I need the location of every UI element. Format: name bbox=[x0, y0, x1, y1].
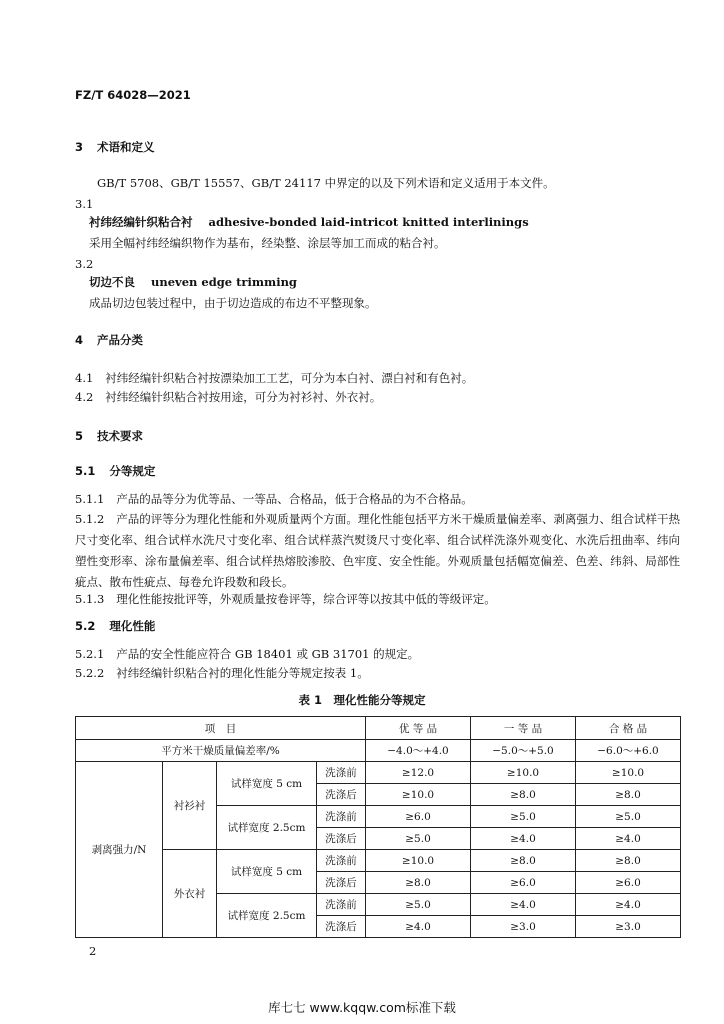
term-definition: 成品切边包装过程中，由于切边造成的布边不平整现象。 bbox=[89, 296, 377, 310]
cell-value: ≥8.0 bbox=[576, 784, 681, 806]
cell-value: ≥4.0 bbox=[366, 916, 471, 938]
header-grade-premium: 优 等 品 bbox=[366, 717, 471, 740]
clause-4-2 bbox=[75, 389, 381, 405]
cell-value: ≥5.0 bbox=[366, 894, 471, 916]
cell-value: ≥10.0 bbox=[366, 784, 471, 806]
page-number: 2 bbox=[89, 944, 97, 958]
cell-value: ≥10.0 bbox=[366, 850, 471, 872]
clause-text: 理化性能按批评等，外观质量按卷评等，综合评等以按其中低的等级评定。 bbox=[116, 592, 496, 606]
group-label: 衬衫衬 bbox=[163, 762, 217, 850]
wash-label: 洗涤前 bbox=[317, 850, 366, 872]
cell-value: ≥6.0 bbox=[366, 806, 471, 828]
clause-5-1-1 bbox=[75, 491, 473, 507]
standard-code: FZ/T 64028—2021 bbox=[75, 88, 191, 102]
section-title: 分等规定 bbox=[109, 464, 156, 478]
section-number: 5.1 bbox=[75, 464, 96, 478]
section-title: 技术要求 bbox=[97, 429, 144, 443]
group-label: 外衣衬 bbox=[163, 850, 217, 938]
cell-value: ≥5.0 bbox=[366, 828, 471, 850]
footer-watermark: 库七七 www.kqqw.com标准下载 bbox=[268, 1000, 456, 1015]
section-number: 3 bbox=[75, 140, 84, 154]
table-row bbox=[76, 740, 681, 762]
clause-text: 产品的安全性能应符合 GB 18401 或 GB 31701 的规定。 bbox=[116, 647, 420, 661]
clause-number: 5.1.2 bbox=[75, 512, 105, 526]
wash-label: 洗涤后 bbox=[317, 784, 366, 806]
cell-value: ≥8.0 bbox=[471, 850, 576, 872]
section-4-heading bbox=[75, 332, 143, 348]
section-title: 产品分类 bbox=[97, 333, 144, 347]
cell-value: ≥5.0 bbox=[576, 806, 681, 828]
term-definition: 采用全幅衬纬经编织物作为基布，经染整、涂层等加工而成的粘合衬。 bbox=[89, 236, 446, 250]
wash-label: 洗涤后 bbox=[317, 916, 366, 938]
term-heading bbox=[89, 274, 297, 290]
cell-value: ≥8.0 bbox=[471, 784, 576, 806]
wash-label: 洗涤前 bbox=[317, 894, 366, 916]
mass-deviation-label: 平方米干燥质量偏差率/% bbox=[76, 740, 366, 762]
clause-4-1 bbox=[75, 370, 473, 386]
clause-number: 5.1.3 bbox=[75, 592, 105, 606]
cell-value: ≥10.0 bbox=[576, 762, 681, 784]
cell-value: ≥4.0 bbox=[471, 894, 576, 916]
cell-value: ≥3.0 bbox=[471, 916, 576, 938]
peel-strength-label: 剥离强力/N bbox=[76, 762, 163, 938]
cell-value: ≥8.0 bbox=[576, 850, 681, 872]
cell-value: ≥3.0 bbox=[576, 916, 681, 938]
wash-label: 洗涤前 bbox=[317, 762, 366, 784]
subsection-5-2-heading bbox=[75, 618, 155, 634]
cell-value: ≥5.0 bbox=[471, 806, 576, 828]
width-label: 试样宽度 2.5cm bbox=[217, 806, 317, 850]
clause-text: 产品的评等分为理化性能和外观质量两个方面。理化性能包括平方米干燥质量偏差率、剥离强力、组合试样干热尺寸变化率、组合试样水洗尺寸变化率、组合试样蒸汽熨烫尺寸变化率、组合试样洗涤外观变化、水洗后扭曲率、纬向塑性变形率、涂布量偏差率、组合试样热熔胶渗胶、色牢度、安全性能。外观质量包括幅宽偏差、色差、纬斜、局部性疵点、散布性疵点、每卷允许段数和段长。 bbox=[75, 512, 680, 589]
term-cn: 衬纬经编针织粘合衬 bbox=[89, 215, 193, 229]
width-label: 试样宽度 5 cm bbox=[217, 850, 317, 894]
clause-text: 产品的品等分为优等品、一等品、合格品，低于合格品的为不合格品。 bbox=[116, 492, 473, 506]
section-number: 5 bbox=[75, 429, 84, 443]
grading-table bbox=[75, 716, 681, 938]
cell-value: −5.0～+5.0 bbox=[471, 740, 576, 762]
clause-5-2-1 bbox=[75, 646, 419, 662]
cell-value: ≥4.0 bbox=[471, 828, 576, 850]
section-title: 术语和定义 bbox=[97, 140, 155, 154]
cell-value: ≥4.0 bbox=[576, 894, 681, 916]
section-number: 5.2 bbox=[75, 619, 96, 633]
subsection-5-1-heading bbox=[75, 463, 155, 479]
term-cn: 切边不良 bbox=[89, 275, 135, 289]
header-item: 项 目 bbox=[76, 717, 366, 740]
section-number: 4 bbox=[75, 333, 84, 347]
wash-label: 洗涤前 bbox=[317, 806, 366, 828]
table-caption: 表 1 理化性能分等规定 bbox=[298, 693, 426, 707]
width-label: 试样宽度 2.5cm bbox=[217, 894, 317, 938]
clause-number: 4.2 bbox=[75, 390, 94, 404]
wash-label: 洗涤后 bbox=[317, 828, 366, 850]
section-3-heading bbox=[75, 139, 155, 155]
header-grade-first: 一 等 品 bbox=[471, 717, 576, 740]
header-grade-qualified: 合 格 品 bbox=[576, 717, 681, 740]
clause-text: 衬纬经编针织粘合衬的理化性能分等规定按表 1。 bbox=[116, 666, 369, 680]
clause-number: 5.2.1 bbox=[75, 647, 105, 661]
table-row bbox=[76, 850, 681, 872]
cell-value: ≥8.0 bbox=[366, 872, 471, 894]
clause-5-1-3 bbox=[75, 591, 496, 607]
table-row bbox=[76, 762, 681, 784]
clause-5-1-2 bbox=[75, 509, 680, 593]
clause-5-2-2 bbox=[75, 665, 369, 681]
clause-text: 衬纬经编针织粘合衬按漂染加工工艺，可分为本白衬、漂白衬和有色衬。 bbox=[105, 371, 474, 385]
width-label: 试样宽度 5 cm bbox=[217, 762, 317, 806]
clause-text: 衬纬经编针织粘合衬按用途，可分为衬衫衬、外衣衬。 bbox=[105, 390, 382, 404]
term-number: 3.1 bbox=[75, 197, 94, 211]
term-en: adhesive-bonded laid-intricot knitted interlinings bbox=[208, 215, 529, 229]
cell-value: ≥6.0 bbox=[576, 872, 681, 894]
cell-value: ≥6.0 bbox=[471, 872, 576, 894]
clause-number: 4.1 bbox=[75, 371, 94, 385]
cell-value: −6.0～+6.0 bbox=[576, 740, 681, 762]
cell-value: ≥12.0 bbox=[366, 762, 471, 784]
section-title: 理化性能 bbox=[109, 619, 156, 633]
clause-number: 5.2.2 bbox=[75, 666, 105, 680]
section-5-heading bbox=[75, 428, 143, 444]
table-header-row bbox=[76, 717, 681, 740]
cell-value: ≥10.0 bbox=[471, 762, 576, 784]
term-heading bbox=[89, 214, 529, 230]
cell-value: ≥4.0 bbox=[576, 828, 681, 850]
section-3-intro: GB/T 5708、GB/T 15557、GB/T 24117 中界定的以及下列术语和定义适用于本文件。 bbox=[97, 176, 555, 190]
cell-value: −4.0～+4.0 bbox=[366, 740, 471, 762]
clause-number: 5.1.1 bbox=[75, 492, 105, 506]
wash-label: 洗涤后 bbox=[317, 872, 366, 894]
term-en: uneven edge trimming bbox=[151, 275, 297, 289]
term-number: 3.2 bbox=[75, 257, 94, 271]
